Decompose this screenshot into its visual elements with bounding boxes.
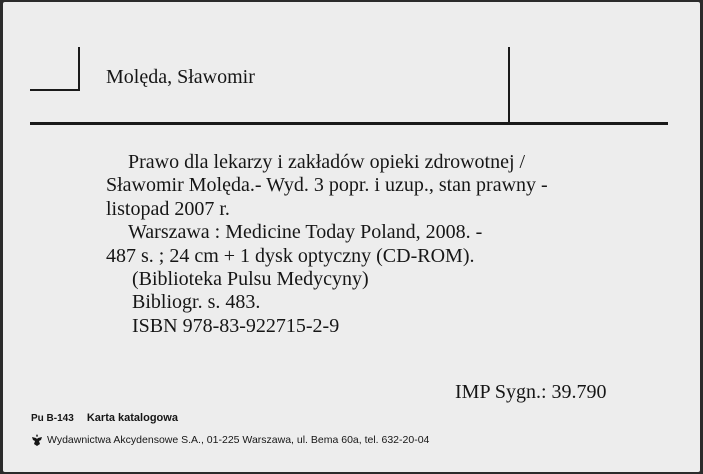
eagle-icon [31,433,43,447]
call-number: IMP Sygn.: 39.790 [455,381,607,403]
isbn-line: ISBN 978-83-922715-2-9 [132,314,340,337]
imprint-line: Warszawa : Medicine Today Poland, 2008. - [128,221,483,244]
physical-description: 487 s. ; 24 cm + 1 dysk optyczny (CD-ROM). [106,244,475,267]
catalog-entry [106,151,646,338]
publisher-line: Wydawnictwa Akcydensowe S.A., 01-225 Warszawa, ul. Bema 60a, tel. 632-20-04 [47,434,430,446]
publisher-footer [31,433,429,447]
catalog-card [3,2,700,472]
title-line-2: Sławomir Molęda.- Wyd. 3 popr. i uzup., stan prawny - [106,174,548,197]
form-code: Pu B-143 [31,413,74,424]
corner-rule-horizontal [30,89,80,91]
corner-rule-vertical [78,47,80,91]
form-title: Karta katalogowa [86,412,178,424]
right-rule-vertical [508,47,510,124]
bibliography-note: Bibliogr. s. 483. [132,291,261,314]
author-heading: Molęda, Sławomir [106,66,255,88]
card-form-label [31,412,178,424]
title-line-1: Prawo dla lekarzy i zakładów opieki zdrowotnej / [128,151,526,173]
series-note: (Biblioteka Pulsu Medycyny) [132,268,369,291]
title-line-3: listopad 2007 r. [106,197,230,220]
main-divider [30,122,668,125]
